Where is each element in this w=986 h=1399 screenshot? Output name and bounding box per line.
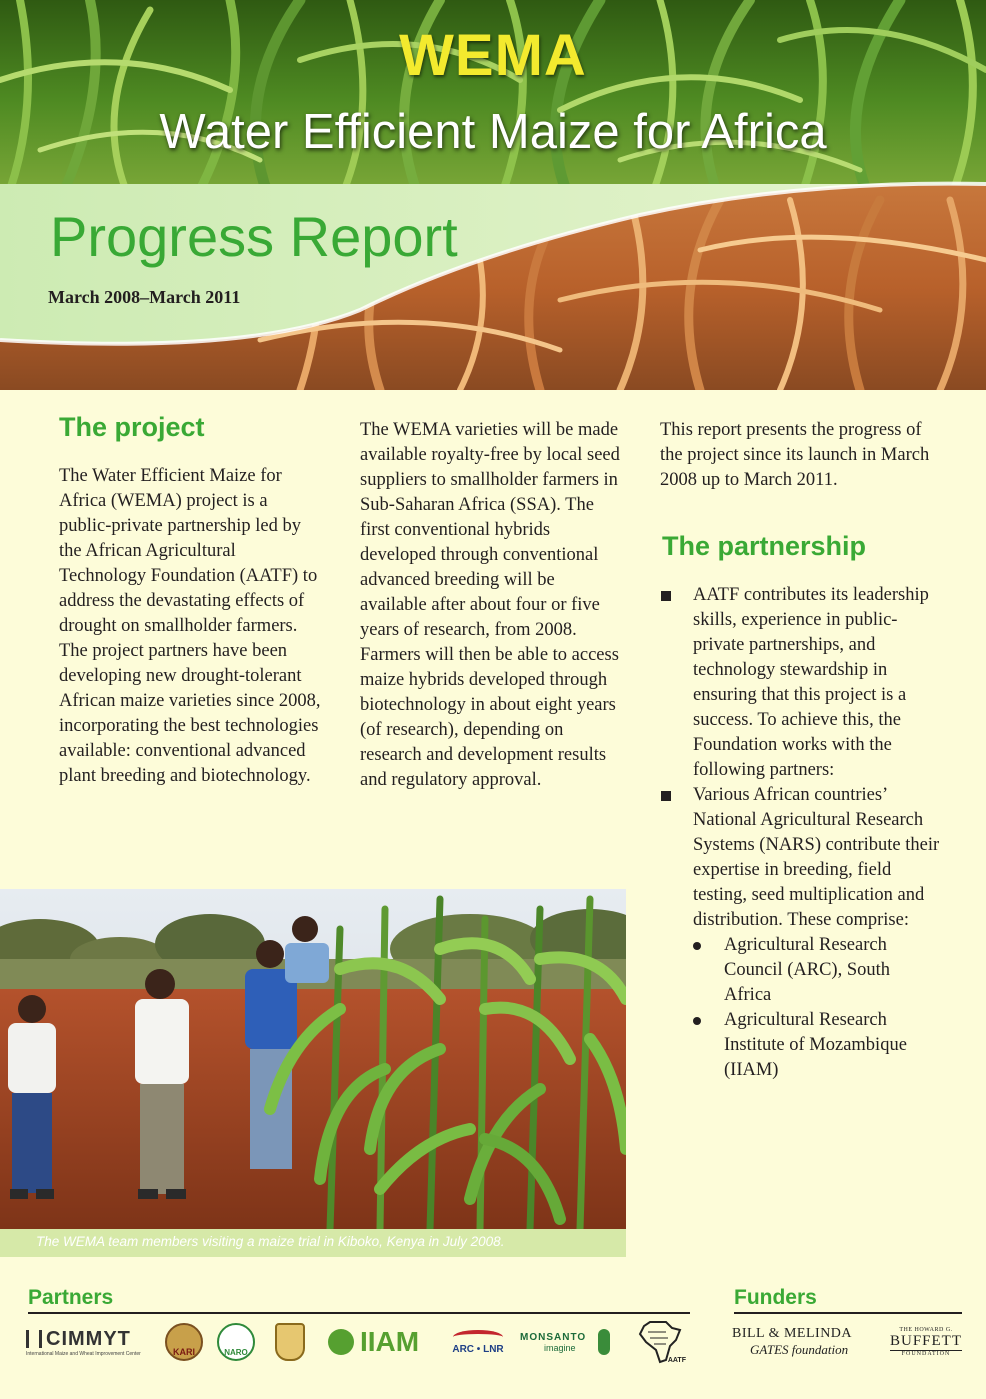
iiam-logo bbox=[328, 1320, 438, 1364]
photo-caption: The WEMA team members visiting a maize trial in Kiboko, Kenya in July 2008. bbox=[36, 1234, 505, 1249]
sub-item-arc: Agricultural Research Council (ARC), South Africa bbox=[724, 935, 890, 1005]
cimmyt-mark-icon bbox=[26, 1330, 42, 1348]
round-bullet-icon bbox=[693, 942, 701, 950]
buffett-foundation-logo bbox=[886, 1320, 966, 1364]
funders-heading: Funders bbox=[734, 1286, 817, 1309]
arc-logo bbox=[448, 1320, 508, 1364]
nars-sub-list bbox=[693, 933, 940, 1083]
list-item bbox=[693, 1008, 940, 1083]
iiam-logo-text: IIAM bbox=[360, 1326, 420, 1357]
funders-divider bbox=[734, 1312, 962, 1314]
aatf-logo bbox=[632, 1320, 688, 1364]
project-heading: The project bbox=[59, 412, 205, 442]
project-column bbox=[59, 412, 321, 789]
university-crest-logo bbox=[272, 1320, 308, 1364]
partnership-heading: The partnership bbox=[662, 531, 867, 561]
leaf-icon bbox=[598, 1329, 610, 1355]
arc-logo-text: ARC • LNR bbox=[452, 1343, 504, 1355]
monsanto-logo-text: MONSANTO bbox=[520, 1331, 587, 1343]
field-visit-photo bbox=[0, 889, 626, 1229]
partners-heading: Partners bbox=[28, 1286, 114, 1309]
buffett-logo-line1: THE HOWARD G. bbox=[899, 1327, 953, 1333]
report-title: Progress Report bbox=[50, 205, 458, 268]
partnership-list bbox=[660, 583, 940, 1083]
iiam-sun-icon bbox=[328, 1329, 354, 1355]
arc-swoosh-icon bbox=[453, 1330, 503, 1344]
gates-logo-line2: GATES foundation bbox=[750, 1342, 849, 1357]
square-bullet-icon bbox=[661, 591, 671, 601]
varieties-column bbox=[360, 418, 626, 793]
photo-caption-bar bbox=[0, 1229, 626, 1257]
project-intro-paragraph: The Water Efficient Maize for Africa (WEMA) project is a public-private partnership led by the African Agricultural Technology Foundation (AATF) to address the devastating effects of drought on smallholder farmers. The project partners have been developing new drought-tolerant African maize varieties since 2008, incorporating the best technologies available: conventional advanced plant breeding and biotechnology. bbox=[59, 466, 321, 786]
cimmyt-logo bbox=[26, 1320, 152, 1364]
list-item bbox=[660, 583, 940, 783]
gates-logo-line1: BILL & MELINDA bbox=[732, 1326, 853, 1341]
buffett-logo-line2: BUFFETT bbox=[889, 1333, 962, 1349]
monsanto-logo-subtext: imagine bbox=[544, 1342, 576, 1353]
gates-foundation-logo bbox=[732, 1320, 878, 1364]
date-range: March 2008–March 2011 bbox=[48, 287, 241, 307]
cimmyt-logo-subtext: International Maize and Wheat Improvement Center bbox=[26, 1350, 141, 1357]
partnership-item-nars: Various African countries’ National Agricultural Research Systems (NARS) contribute their expertise in breeding, field testing, seed multiplication and distribution. These comprise: bbox=[693, 785, 940, 930]
varieties-paragraph: The WEMA varieties will be made available royalty-free by local seed suppliers to smallholder farmers in Sub-Saharan Africa (SSA). The first conventional hybrids developed through conventional advanced breeding will be available after about four or five years of research, from 2008. Farmers will then be able to access maize hybrids developed through biotechnology in about eight years (of research), depending on research and development results and regulatory approval. bbox=[360, 420, 620, 790]
crest-icon bbox=[275, 1323, 305, 1361]
monsanto-leaf-logo bbox=[598, 1320, 614, 1364]
acronym-title: WEMA bbox=[399, 23, 587, 88]
report-scope-paragraph: This report presents the progress of the project since its launch in March 2008 up to March 2011. bbox=[660, 420, 930, 490]
square-bullet-icon bbox=[661, 791, 671, 801]
partnership-column bbox=[660, 418, 940, 1083]
buffett-logo-line3: FOUNDATION bbox=[901, 1351, 951, 1357]
list-item bbox=[660, 783, 940, 1083]
round-bullet-icon bbox=[693, 1017, 701, 1025]
header-banner bbox=[0, 0, 986, 390]
kari-logo-text: KARI bbox=[173, 1347, 195, 1357]
cimmyt-logo-text: CIMMYT bbox=[46, 1327, 131, 1350]
monsanto-logo bbox=[520, 1320, 596, 1364]
naro-logo bbox=[216, 1320, 256, 1364]
partners-divider bbox=[28, 1312, 690, 1314]
list-item bbox=[693, 933, 940, 1008]
project-full-title: Water Efficient Maize for Africa bbox=[159, 105, 827, 159]
partnership-item-aatf: AATF contributes its leadership skills, experience in public-private partnerships, and technology stewardship in ensuring that this project is a success. To achieve this, the Foundation works with the following partners: bbox=[693, 585, 929, 780]
naro-logo-text: NARO bbox=[224, 1348, 248, 1357]
aatf-logo-text: AATF bbox=[667, 1357, 686, 1364]
kari-logo bbox=[164, 1320, 204, 1364]
sub-item-iiam: Agricultural Research Institute of Mozambique (IIAM) bbox=[724, 1010, 907, 1080]
